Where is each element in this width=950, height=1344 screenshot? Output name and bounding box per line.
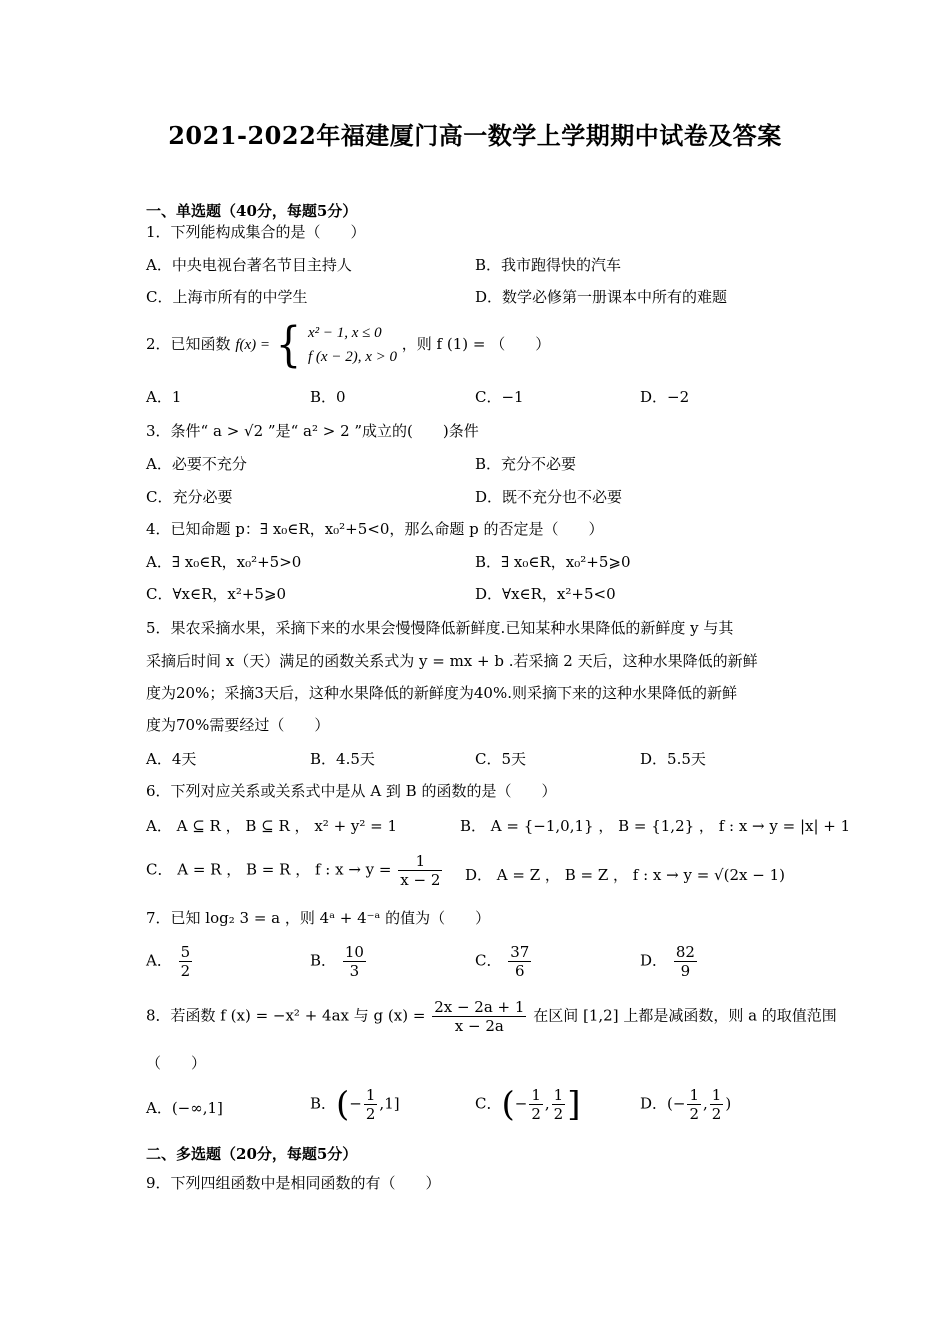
fraction-numerator: 2x − 2a + 1 (434, 998, 525, 1016)
section-heading-multiple-choice: 二、多选题（20分，每题5分） (146, 1145, 358, 1163)
section-heading-single-choice: 一、单选题（40分，每题5分） (146, 202, 358, 220)
question-6-option-b: B． A = {−1,0,1} ， B = {1,2} ， f : x → y = |x| + 1 (460, 817, 851, 835)
question-1-option-c: C．上海市所有的中学生 (146, 288, 308, 306)
fraction-denominator: 2 (180, 962, 191, 980)
question-8-option-d (640, 1086, 731, 1123)
option-fraction (343, 943, 366, 980)
fraction-denominator: 2 (365, 1105, 376, 1123)
minus-sign: − (514, 1094, 528, 1113)
right-paren: ) (725, 1094, 732, 1113)
option-fraction (710, 1086, 724, 1123)
question-5-option-a: A．4天 (146, 750, 197, 768)
fraction-denominator: x − 2a (454, 1017, 504, 1035)
question-7-option-c (475, 943, 533, 980)
fraction-numerator: 1 (398, 852, 442, 871)
question-1-option-b: B．我市跑得快的汽车 (475, 256, 622, 274)
fraction-denominator: 6 (515, 962, 525, 980)
fraction-numerator: 1 (553, 1086, 564, 1104)
fraction-denominator: 9 (680, 962, 691, 980)
question-4-option-a: A．∃ x₀∈R，x₀²+5>0 (146, 553, 302, 571)
fraction-numerator: 1 (711, 1086, 722, 1104)
question-3-option-a: A．必要不充分 (146, 455, 247, 473)
fraction-numerator: 5 (180, 943, 191, 961)
fraction-denominator: 2 (711, 1105, 722, 1123)
question-6-option-d: D． A = Z ， B = Z ， f : x → y = √(2x − 1) (465, 866, 785, 884)
question-8-option-b (310, 1086, 400, 1123)
question-4-option-d: D．∀x∈R，x²+5<0 (475, 585, 616, 603)
fraction-numerator: 1 (531, 1086, 541, 1104)
right-bracket: ] (567, 1084, 581, 1125)
question-2-option-c: C．−1 (475, 388, 524, 406)
question-3-option-d: D．既不充分也不必要 (475, 488, 623, 506)
option-fraction (687, 1086, 701, 1123)
question-8-stem (146, 998, 837, 1035)
question-8-g-fraction (432, 998, 526, 1035)
question-3-stem: 3．条件“ a > √2 ”是“ a² > 2 ”成立的( )条件 (146, 422, 479, 440)
comma: , (703, 1094, 708, 1113)
option-label: C． (475, 1094, 502, 1113)
question-2-option-b: B．0 (310, 388, 346, 406)
question-5-line-4: 度为70%需要经过（ ） (146, 716, 330, 734)
option-label: A． (146, 951, 172, 970)
comma: , (544, 1094, 550, 1113)
left-paren: ( (501, 1084, 515, 1125)
question-8-option-a: A．(−∞,1] (146, 1099, 223, 1117)
option-label: D． (640, 951, 668, 970)
question-6-option-c-prefix: C． A = R ， B = R ， f : x → y = (146, 860, 392, 879)
question-5-line-3: 度为20%；采摘3天后，这种水果降低的新鲜度为40%.则采摘下来的这种水果降低的新鲜 (146, 684, 737, 702)
question-6-option-c (146, 852, 444, 889)
question-7-stem: 7．已知 log₂ 3 = a ，则 4ᵃ + 4⁻ᵃ 的值为（ ） (146, 909, 491, 927)
question-1-stem: 1．下列能构成集合的是（ ） (146, 223, 366, 241)
question-6-option-c-fraction (398, 852, 442, 889)
question-8-suffix: 在区间 [1,2] 上都是减函数，则 a 的取值范围 (533, 1006, 837, 1025)
fraction-denominator: 3 (349, 962, 360, 980)
option-fraction (674, 943, 697, 980)
question-6-stem: 6．下列对应关系或关系式中是从 A 到 B 的函数的是（ ） (146, 782, 557, 800)
left-paren: ( (667, 1094, 673, 1113)
question-7-option-a (146, 943, 194, 980)
fraction-numerator: 1 (689, 1086, 700, 1104)
option-fraction (364, 1086, 378, 1123)
fraction-numerator: 10 (344, 943, 364, 961)
question-9-stem: 9．下列四组函数中是相同函数的有（ ） (146, 1174, 441, 1192)
question-4-option-c: C．∀x∈R，x²+5⩾0 (146, 585, 287, 603)
question-3-option-c: C．充分必要 (146, 488, 233, 506)
option-fraction (508, 943, 531, 980)
right-bound: ,1] (379, 1094, 400, 1113)
minus-sign: − (672, 1094, 686, 1113)
fraction-denominator: x − 2 (400, 871, 441, 889)
question-4-option-b: B．∃ x₀∈R，x₀²+5⩾0 (475, 553, 631, 571)
question-5-option-b: B．4.5天 (310, 750, 375, 768)
question-2-suffix: ，则 f (1) = （ ） (401, 335, 551, 353)
fraction-denominator: 2 (553, 1105, 564, 1123)
question-1-option-d: D．数学必修第一册课本中所有的难题 (475, 288, 728, 306)
question-6-option-a: A． A ⊆ R ， B ⊆ R ， x² + y² = 1 (146, 817, 398, 835)
question-1-option-a: A．中央电视台著名节目主持人 (146, 256, 352, 274)
question-2-option-d: D．−2 (640, 388, 690, 406)
question-5-option-d: D．5.5天 (640, 750, 706, 768)
question-5-option-c: C．5天 (475, 750, 527, 768)
piecewise-case-1: x² − 1, x ≤ 0 (308, 325, 382, 341)
question-7-option-d (640, 943, 699, 980)
question-7-option-b (310, 943, 368, 980)
question-4-stem: 4．已知命题 p：∃ x₀∈R，x₀²+5<0，那么命题 p 的否定是（ ） (146, 520, 604, 538)
option-fraction (552, 1086, 566, 1123)
piecewise-cases (308, 321, 397, 369)
option-label: B． (310, 1094, 337, 1113)
option-label: D． (640, 1094, 668, 1113)
question-8-option-c (475, 1086, 580, 1123)
question-5-line-1: 5．果农采摘水果，采摘下来的水果会慢慢降低新鲜度.已知某种水果降低的新鲜度 y 与其 (146, 619, 734, 637)
question-2-stem (146, 317, 551, 373)
minus-sign: − (349, 1094, 362, 1113)
fraction-denominator: 2 (689, 1105, 700, 1123)
fraction-denominator: 2 (531, 1105, 541, 1123)
question-5-line-2: 采摘后时间 x（天）满足的函数关系式为 y = mx + b .若采摘 2 天后，这种水果降低的新鲜 (146, 652, 758, 670)
fraction-numerator: 1 (365, 1086, 376, 1104)
fraction-numerator: 37 (510, 943, 530, 961)
fraction-numerator: 82 (675, 943, 695, 961)
option-label: B． (310, 951, 337, 970)
option-label: C． (475, 951, 502, 970)
piecewise-brace: { (275, 317, 302, 373)
page-title: 2021-2022年福建厦门高一数学上学期期中试卷及答案 (168, 121, 782, 150)
question-3-option-b: B．充分不必要 (475, 455, 577, 473)
question-8-answer-paren: （ ） (146, 1054, 207, 1072)
question-2-option-a: A．1 (146, 388, 182, 406)
question-8-prefix: 8．若函数 f (x) = −x² + 4ax 与 g (x) = (146, 1006, 426, 1025)
piecewise-case-2: f (x − 2), x > 0 (308, 349, 397, 365)
option-fraction (529, 1086, 543, 1123)
question-2-prefix: 2．已知函数 (146, 335, 231, 353)
question-2-fx: f(x) = (235, 337, 274, 353)
left-paren: ( (336, 1084, 350, 1125)
option-fraction (179, 943, 193, 980)
